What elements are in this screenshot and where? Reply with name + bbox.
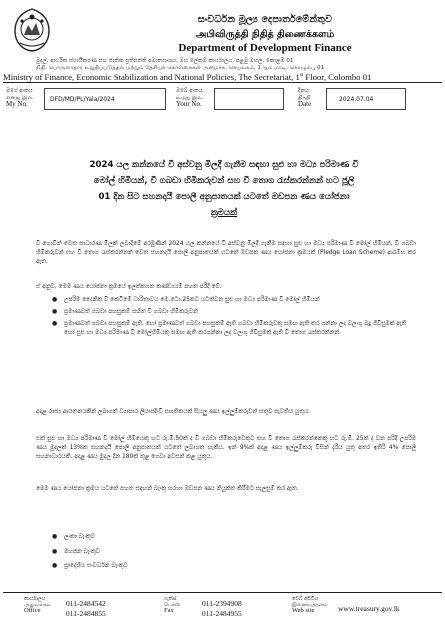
fax-numbers (202, 599, 272, 619)
list-item (52, 530, 252, 545)
office-label-ta: அலுவலகம் (24, 602, 51, 608)
bank-name: මහජන බැංකුව (64, 548, 100, 555)
date-label-ta: திகதி (298, 94, 311, 101)
ministry-address-si-ta (36, 58, 436, 72)
paragraph-registration: අදාළ රාජ්‍ය ආයතනයකින් ලබාගත් ව්‍යාපාර ලියාපදිංචි සහතිකයක් සියලු ණය ඉල්ලුම්කරුවන් සතුව පැවතිය යුතුය. (36, 409, 311, 415)
bullet-icon: ● (52, 297, 58, 303)
my-no-label (6, 88, 42, 108)
website-link[interactable]: www.treasury.gov.lk (338, 604, 400, 613)
office-phone: 011-2484855 (66, 609, 106, 618)
office-label-si: කාර්යාලය (24, 596, 46, 602)
bullet-icon: ● (52, 321, 58, 327)
address-line-sinhala: මුදල්, ආර්ථික ස්ථායීකරණ සහ ජාතික ප්‍රතිපත්ති අමාත්‍යාංශය, මහ ලේකම් කාර්යාලය, පළමු මහල, කොළඹ 01 (36, 58, 294, 64)
bullet-text: ප්‍රමාණවත් ගබඩා පහසුකම් සහිත වී ගබඩා හිමිකරුවන් (64, 309, 198, 315)
header-divider (3, 82, 442, 83)
fax-number: 011-2484955 (202, 609, 242, 618)
address-line-tamil: நிதி, பொருளாதார உறுதிப்படுத்தல் மற்றும் தேசியக் கொள்கைகள் அமைச்சு, செயலகம், 1ஆம் மாடி, கொழும்பு 01 (36, 65, 325, 71)
your-no-label-si: ඔබේ අංකය (176, 88, 203, 94)
list-item (50, 308, 416, 317)
list-item (50, 320, 416, 338)
list-item (50, 296, 416, 305)
address-en-main: Ministry of Finance, Economic Stabilization and National Policies, The Secretariat, 1 (3, 72, 300, 82)
office-phone: 011-2484542 (66, 599, 106, 608)
office-label (24, 596, 62, 614)
paragraph-target-groups: ඒ අනුව, මෙම ණය යෝජනා ක්‍රමයේ ඉලක්කගත කණ්ඩායම් පහත පරිදි වේ. (36, 284, 222, 290)
bullet-icon: ● (52, 563, 58, 569)
paragraph-intro: වී ගොවීන් වෙත සාධාරණ මිලක් ලබාදීමේ අරමුණින් 2024 යල කන්නයේ වී අස්වනු මිලදී ගැනීම සඳහා සුළු හා මධ්‍ය පරිමාණ වී මෝල් හිමියන්, වී ගබඩා හිමිකරුවන් සහ වී තොග රැස්කරන්නන් වෙත සහනදායී පොලී අනුපාතයක් යටතේ ඔඩපන ණය යෝජනා ක්‍රමයක් (Pledge Loan Scheme) ආරම්භ කර ඇත. (36, 241, 416, 266)
date-label-en: Date (298, 100, 312, 108)
department-name-tamil: அபிவிருத்தி நிதித் திணைக்களம் (195, 29, 335, 40)
date-label-si: දිනය (298, 88, 309, 94)
fax-number: 011-2394908 (202, 599, 242, 608)
list-item (52, 559, 252, 574)
department-name-english: Department of Development Finance (178, 42, 352, 54)
website-label-en: Web site (292, 607, 315, 614)
fax-label-si: ෆැක්ස් (164, 596, 177, 602)
website-label-ta: இணையத்தளம் (292, 602, 328, 608)
bullet-icon: ● (52, 534, 58, 540)
title-line-4: ක්‍රමයක් (210, 208, 238, 218)
my-no-field: DFD/MD/PL/Yala/2024 (44, 88, 166, 110)
government-emblem (12, 7, 52, 53)
your-no-field (214, 88, 284, 110)
bank-name: ලංකා බැංකුව (64, 534, 95, 540)
paragraph-banks-intro: මෙම ණය යෝජනා ක්‍රමය යටතේ පහත සඳහන් බැංකු හරහා ඔඩපන ණය නියුක්ත කිරීමට සැලසුම් කර ඇත. (36, 486, 299, 492)
my-no-label-si: මගේ අංකය (6, 88, 33, 94)
website-label (292, 596, 336, 614)
title-line-3: 01 දින සිට සහනදායී පොලී අනුපාතයක් යටතේ ඔඩපන ණය යෝජනා (98, 192, 350, 202)
address-en-end: Floor, Colombo 01 (303, 72, 372, 82)
department-name-sinhala: සංවර්ධන මූල්‍ය දෙපාර්තමේන්තුව (197, 14, 333, 25)
office-phones (66, 599, 136, 619)
bank-name: ප්‍රාදේශීය සංවර්ධන බැංකුව (64, 563, 128, 569)
ministry-address-english (3, 72, 443, 82)
bullet-icon: ● (52, 548, 58, 555)
fax-label-en: Fax (164, 607, 174, 614)
my-no-label-ta: எனது இல. (6, 94, 34, 101)
fax-label-ta: பெக்ஸ் (164, 602, 181, 608)
letter-title (40, 157, 408, 221)
fax-label (164, 596, 194, 614)
title-line-1: 2024 යල කන්නයේ වී අස්වනු මිලදී ගැනීම සඳහා සුළු හා මධ්‍ය පරිමාණ වී (89, 160, 359, 170)
bank-list (52, 530, 252, 574)
your-no-label-ta: உமது இல. (176, 94, 204, 101)
your-no-label-en: Your No. (176, 100, 202, 108)
paragraph-loan-terms: එක් සුළු හා මධ්‍ය පරිමාණ වී මෝල් හිමියෙකු හට රු.මි.50ක් ද වී ගබඩා හිමිකරුවෙකුට සහ වී තොග රැස්කරන්නෙකු හට රු.මි. 25ක් ද වන පරිදි උපරිම ණය මුදලක් 13%ක සහනදායී පොලී අනුපාතයක් යටතේ ලබාගත හැකිය. ඉන් 9%ක් අදාළ ණය ඉල්ලුම්කරු විසින් දැරිය යුතු අතර ඉතිරි 4% පොලී සහනාධාරයකි. අදාළ ණය මුදල දින 180ක් තුළ ගෙවා අවසන් කළ යුතුය. (36, 436, 416, 461)
your-no-label (176, 88, 212, 108)
office-label-en: Office (24, 607, 41, 614)
my-no-label-en: My No. (6, 100, 28, 108)
target-group-list (50, 296, 416, 341)
bullet-text: ප්‍රමාණවත් ගබඩා පහසුකම් ඇති, හෝ ප්‍රමාණවත් ගබඩා පහසුකම් ඇති ගබඩා හිමිකරුවකු සමඟ ඇති කර ගන්නා ලද වලංගු බදු ගිවිසුමක් ඇති හෝ සුළු හා මධ්‍ය පරිමාණ වී මෝල්හිමියකු සමඟ ඇති කරගන්නා ලද වලංගු ගිවිසුමක් ඇති වී තොග රැස්කරන්නන්. (64, 321, 407, 336)
address-en-sup: st (299, 73, 304, 79)
list-item (52, 545, 252, 560)
title-line-2: මෝල් හිමියන්, වී ගබඩා හිමිකරුවන් සහ වී තොග රැස්කරන්නන් හට ජූලි (93, 176, 355, 186)
bullet-icon: ● (52, 309, 58, 315)
date-label (298, 88, 322, 108)
website-label-si: වෙබ් අඩවිය (292, 596, 319, 602)
footer-divider (3, 592, 442, 593)
bullet-text: උපරිම දෛනික වී කෙටීමේ ධාරිතාවය මෙ.ටො.25කට යටත්වන සුළු හා මධ්‍ය පරිමාණ වී මෝල් හිමියන් (64, 297, 320, 303)
date-field: 2024.07.04 (326, 88, 406, 110)
